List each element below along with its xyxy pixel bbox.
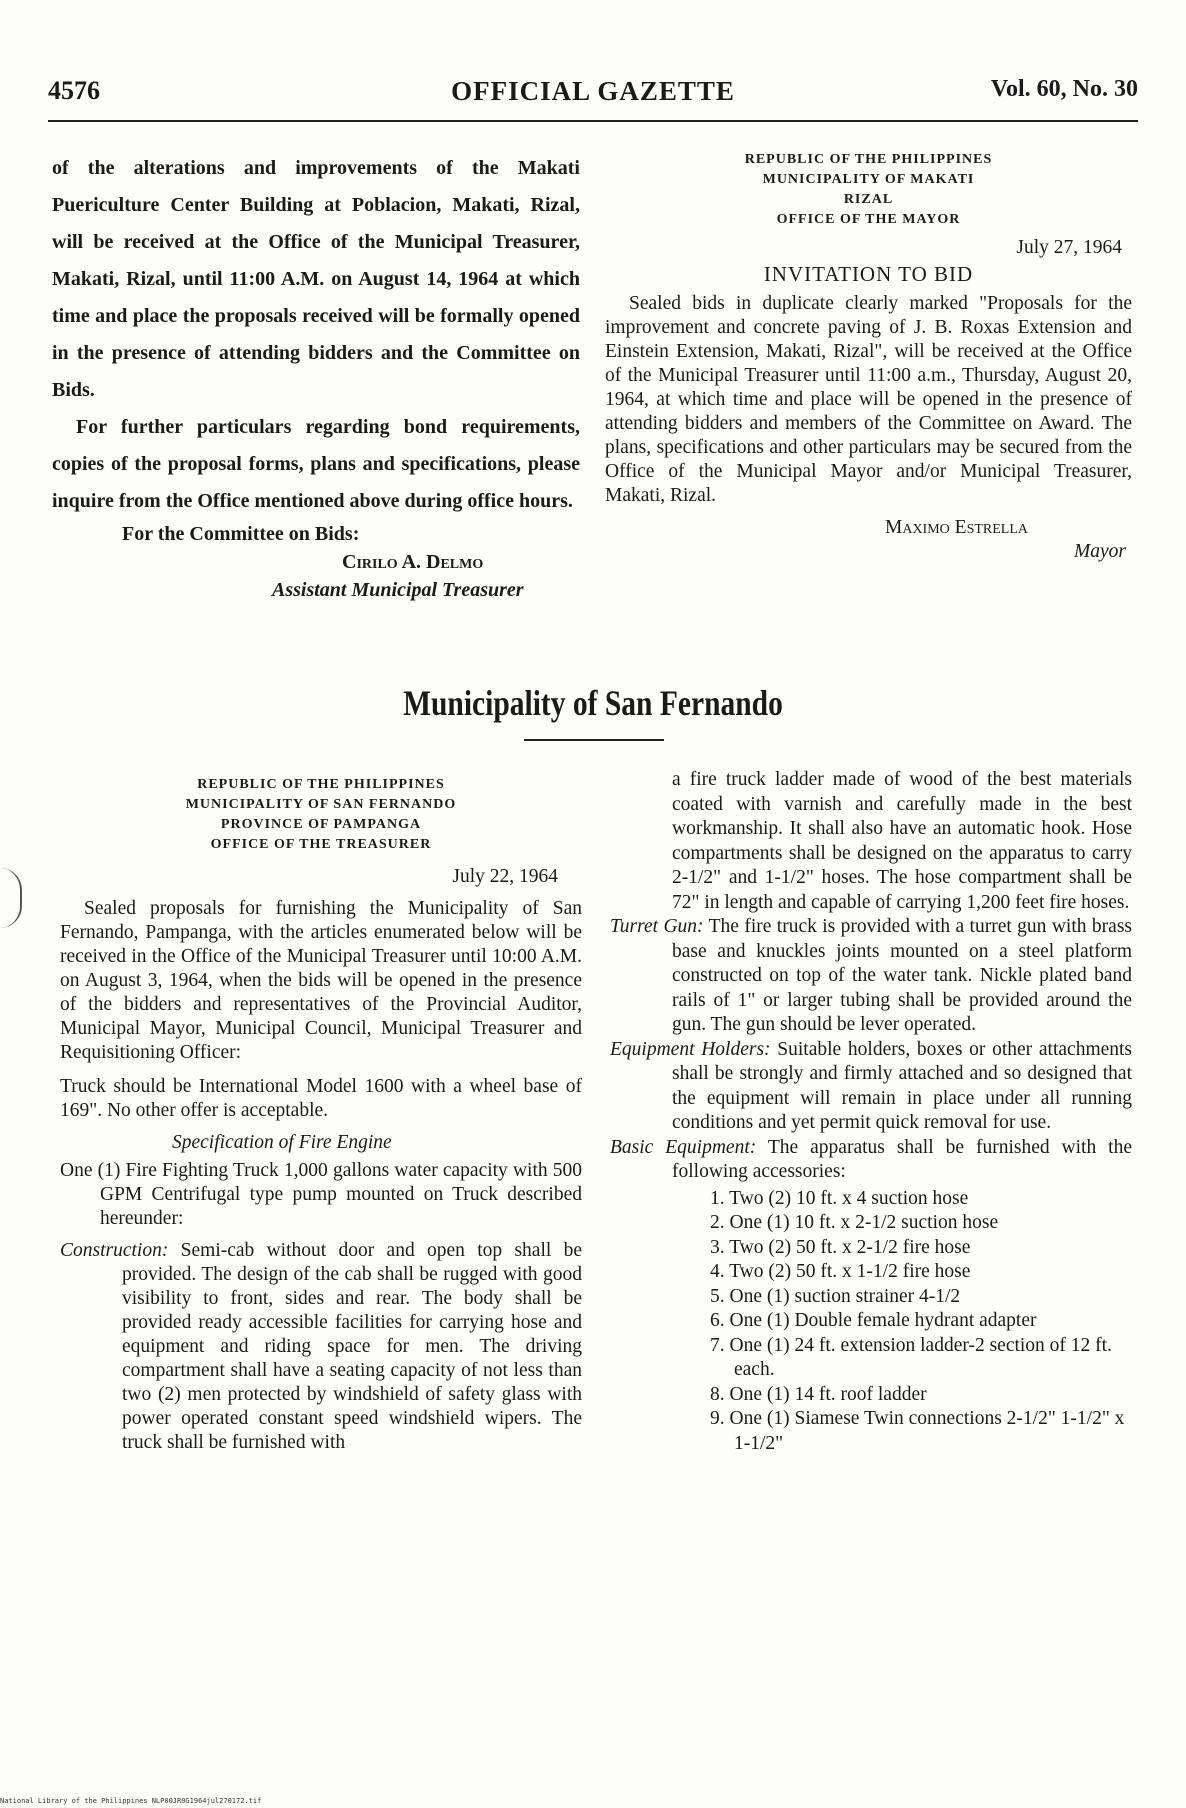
municipality-line: MUNICIPALITY OF SAN FERNANDO [185,797,457,812]
construction-label: Construction: [60,1240,169,1261]
republic-line: REPUBLIC OF THE PHILIPPINES [197,777,445,792]
holders-label: Equipment Holders: [610,1038,771,1060]
paragraph: Sealed proposals for furnishing the Municipality of San Fernando, Pampanga, with the articles enumerated below will be received in the Office of the Municipal Treasurer until 10:00 A.M. on August 3, 1964, when the bids will be opened in the presence of the bidders and representatives of the Provincial Auditor, Municipal Mayor, Municipal Council, Municipal Treasurer and Requisitioning Officer: [60,898,582,1063]
list-item: 1. Two (2) 10 ft. x 4 suction hose [710,1187,969,1209]
notice-date: July 27, 1964 [1016,237,1122,258]
holders-text: Suitable holders, boxes or other attachments shall be strongly and firmly attached and so designed that the equipment will remain in place under all running conditions and yet permit quick removal for use. [672,1038,1133,1133]
makati-puericulture-notice [52,150,580,604]
construction-spec [60,1239,582,1455]
section-heading: Municipality of San Fernando [403,683,783,723]
list-item: 8. One (1) 14 ft. roof ladder [710,1383,927,1405]
page-number: 4576 [48,76,100,105]
signer-title: Assistant Municipal Treasurer [272,579,524,601]
header-rule [48,120,1138,122]
office-line: OFFICE OF THE TREASURER [210,837,432,852]
makati-invitation-to-bid [605,150,1132,564]
basic-spec [610,1136,1132,1185]
spec-heading: Specification of Fire Engine [172,1132,392,1153]
margin-mark [0,868,22,928]
turret-label: Turret Gun: [610,916,704,937]
construction-text: Semi-cab without door and open top shall be provided. The design of the cab shall be rugged with good visibility to front, sides and rear. The body shall be provided ready accessible facilities for carrying hose and equipment and riding space for men. The driving compartment shall have a seating capacity of not less than two (2) men protected by windshield of safety glass with power operated constant speed windshield wipers. The truck shall be furnished with [122,1240,582,1453]
paragraph: For further particulars regarding bond requirements, copies of the proposal forms, plans and specifications, please inquire from the Office mentioned above during office hours. [52,416,580,512]
list-item: 2. One (1) 10 ft. x 2-1/2 suction hose [710,1212,999,1233]
volume-number: Vol. 60, No. 30 [990,76,1138,102]
truck-spec: One (1) Fire Fighting Truck 1,000 gallons water capacity with 500 GPM Centrifugal type pump mounted on Truck described hereunder: [60,1160,582,1229]
republic-line: REPUBLIC OF THE PHILIPPINES [744,152,993,167]
signer-name: Maximo Estrella [885,517,1029,538]
basic-label: Basic Equipment: [610,1136,757,1158]
province-line: PROVINCE OF PAMPANGA [220,817,422,832]
paragraph: of the alterations and improvements of the Makati Puericulture Center Building at Poblacion, Makati, Rizal, will be received at the Office of the Municipal Treasurer, Makati, Rizal, until 11:00 A.M. on August 14, 1964 at which time and place the proposals received will be formally opened in the presence of attending bidders and the Committee on Bids. [52,157,580,401]
list-item: 9. One (1) Siamese Twin connections 2-1/2" 1-1/2" x 1-1/2" [710,1408,1125,1454]
holders-spec [610,1038,1132,1136]
publication-title: OFFICIAL GAZETTE [451,76,735,106]
paragraph: Sealed bids in duplicate clearly marked "Proposals for the improvement and concrete paving of J. B. Roxas Extension and Einstein Extension, Makati, Rizal", will be received at the Office of the Municipal Treasurer until 11:00 a.m., Thursday, August 20, 1964, at which time and place will be opened in the presence of attending bidders and members of the Committee on Award. The plans, specifications and other particulars may be secured from the Office of the Municipal Mayor and/or Municipal Treasurer, Makati, Rizal. [605,293,1132,506]
section-rule [524,739,664,741]
list-item: 5. One (1) suction strainer 4-1/2 [710,1285,961,1307]
office-line: OFFICE OF THE MAYOR [776,212,961,227]
turret-spec [610,915,1132,1038]
committee-line: For the Committee on Bids: [122,523,360,545]
equipment-list [710,1187,1132,1457]
list-item: 6. One (1) Double female hydrant adapter [710,1310,1037,1331]
ladder-paragraph: a fire truck ladder made of wood of the best materials coated with varnish and carefully made in the best workmanship. It shall also have an automatic hook. Hose compartments shall be designed on the apparatus to carry 2-1/2" and 1-1/2" hoses. The hose compartment shall be 72" in length and capable of carrying 1,200 feet fire hoses. [672,769,1132,913]
signer-title: Mayor [1074,541,1126,562]
truck-paragraph: Truck should be International Model 1600 with a wheel base of 169". No other offer is acceptable. [60,1076,582,1121]
list-item: 7. One (1) 24 ft. extension ladder-2 section of 12 ft. each. [710,1334,1112,1380]
municipality-line: MUNICIPALITY OF MAKATI [762,172,975,187]
scan-footer: National Library of the Philippines NLP00JR0G1964jul270172.tif [0,1797,262,1805]
notice-date: July 22, 1964 [452,866,558,887]
san-fernando-proposals [60,775,582,1455]
list-item: 4. Two (2) 50 ft. x 1-1/2 fire hose [710,1261,971,1282]
signature-block [122,520,580,604]
list-item: 3. Two (2) 50 ft. x 2-1/2 fire hose [710,1236,971,1258]
basic-text: The apparatus shall be furnished with the following accessories: [672,1136,1132,1182]
page-header [48,76,1138,116]
notice-heading: INVITATION TO BID [763,262,974,286]
turret-text: The fire truck is provided with a turret gun with brass base and knuckles joints mounted on a steel platform constructed on top of the water tank. Nickle plated band rails of 1" or larger tubing shall be provided around the gun. The gun should be lever operated. [672,916,1132,1035]
fire-engine-specs-continued [610,768,1132,1456]
province-line: RIZAL [843,192,894,207]
signer-name: Cirilo A. Delmo [342,551,484,573]
